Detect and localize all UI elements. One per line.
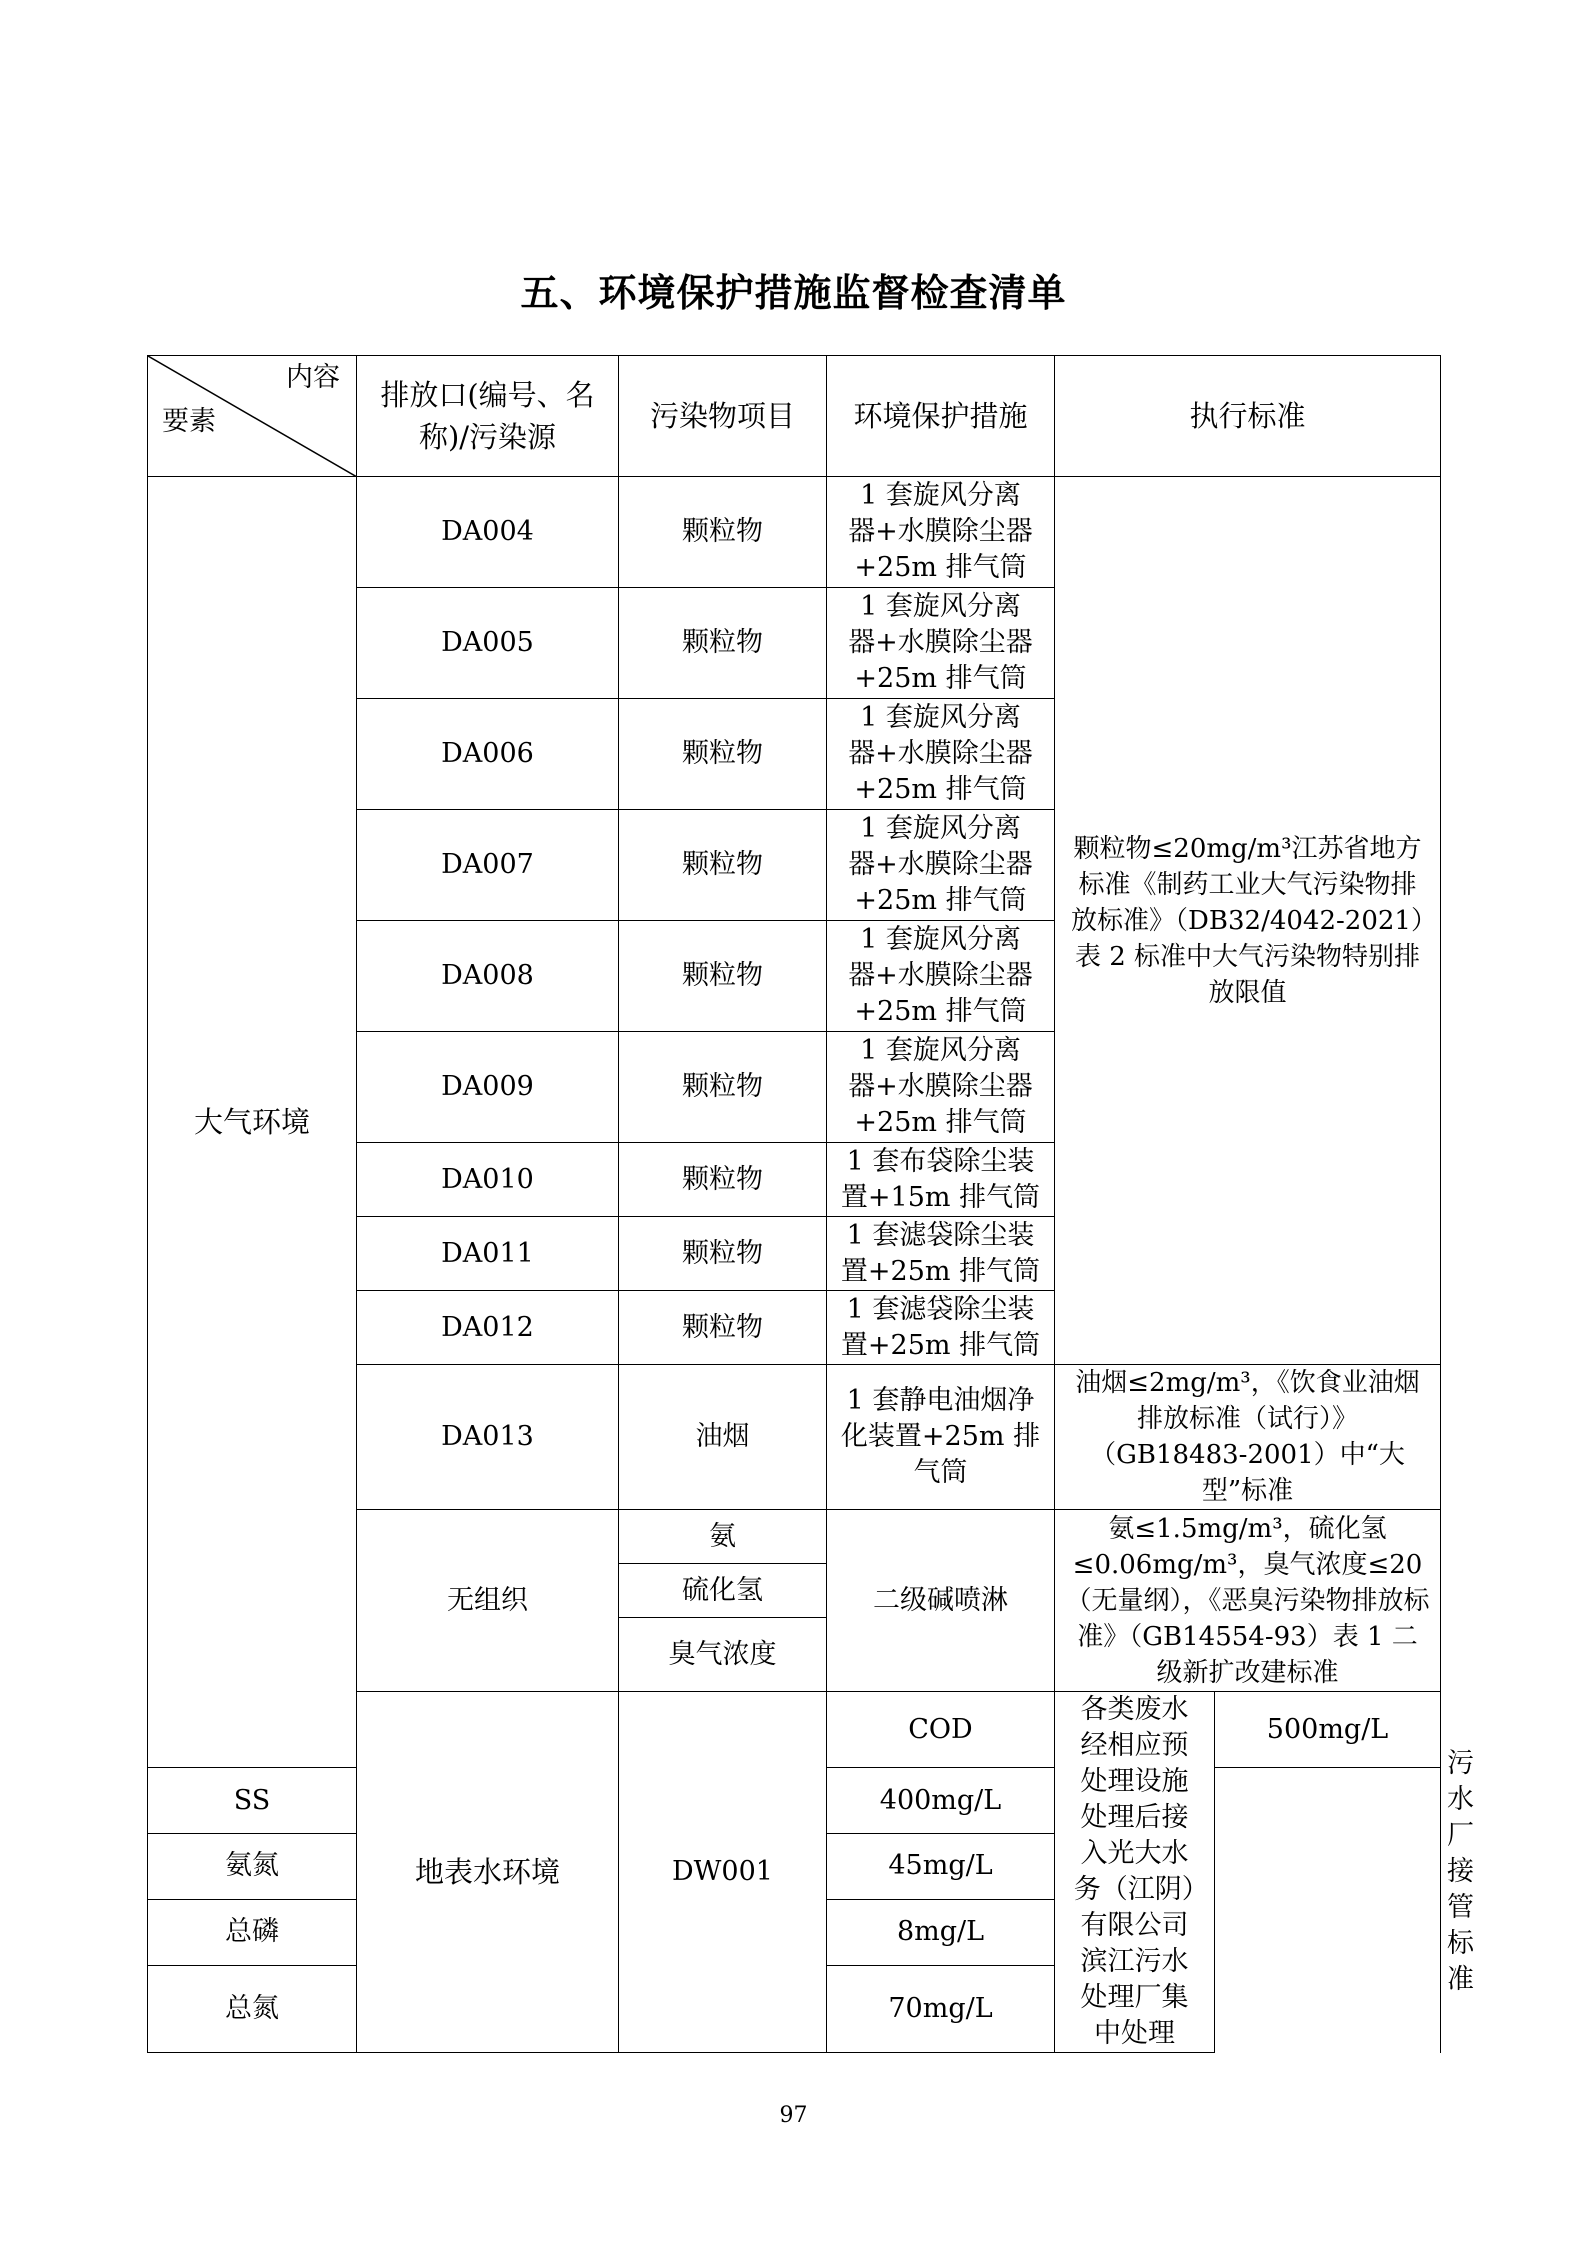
measure-cell: 1 套旋风分离器+水膜除尘器+25m 排气筒 [827, 810, 1055, 921]
pollutant-cell: 油烟 [619, 1365, 827, 1510]
table-row: 地表水环境 DW001 COD 各类废水经相应预处理设施处理后接入光大水务（江阴）有限公司滨江污水处理厂集中处理 500mg/L 污水厂接管标准 [148, 1692, 1441, 1768]
measure-cell: 1 套静电油烟净化装置+25m 排气筒 [827, 1365, 1055, 1510]
category-air: 大气环境 [148, 477, 357, 1768]
outlet-cell: 无组织 [357, 1510, 619, 1692]
header-outlet: 排放口(编号、名称)/污染源 [357, 356, 619, 477]
pollutant-cell: 颗粒物 [619, 699, 827, 810]
pollutant-cell: 颗粒物 [619, 1032, 827, 1143]
measure-cell: 1 套旋风分离器+水膜除尘器+25m 排气筒 [827, 477, 1055, 588]
outlet-cell: DA013 [357, 1365, 619, 1510]
limit-cell: 400mg/L [827, 1768, 1055, 1834]
page-number: 97 [779, 2103, 808, 2128]
measure-cell: 1 套旋风分离器+水膜除尘器+25m 排气筒 [827, 921, 1055, 1032]
corner-label-element: 要素 [162, 406, 216, 437]
measure-cell: 1 套旋风分离器+水膜除尘器+25m 排气筒 [827, 699, 1055, 810]
outlet-cell: DA007 [357, 810, 619, 921]
pollutant-cell: 氨氮 [148, 1833, 357, 1899]
pollutant-cell: 臭气浓度 [619, 1618, 827, 1692]
outlet-cell: DA006 [357, 699, 619, 810]
pollutant-cell: 硫化氢 [619, 1564, 827, 1618]
corner-header-cell [148, 356, 357, 477]
limit-cell: 45mg/L [827, 1833, 1055, 1899]
header-row [148, 356, 1441, 477]
measure-cell: 各类废水经相应预处理设施处理后接入光大水务（江阴）有限公司滨江污水处理厂集中处理 [1055, 1692, 1215, 2053]
supervision-checklist-table [147, 355, 1475, 2053]
limit-cell: 500mg/L [1215, 1692, 1441, 1768]
particulate-standard-cell: 颗粒物≤20mg/m³江苏省地方标准《制药工业大气污染物排放标准》（DB32/4042-2021）表 2 标准中大气污染物特别排放限值 [1055, 477, 1441, 1365]
pollutant-cell: COD [827, 1692, 1055, 1768]
header-pollutant: 污染物项目 [619, 356, 827, 477]
pollutant-cell: 总磷 [148, 1899, 357, 1965]
table-row [148, 477, 1441, 588]
measure-cell: 1 套旋风分离器+水膜除尘器+25m 排气筒 [827, 1032, 1055, 1143]
pollutant-cell: 颗粒物 [619, 477, 827, 588]
header-standard: 执行标准 [1055, 356, 1441, 477]
outlet-cell: DA012 [357, 1291, 619, 1365]
outlet-cell: DA004 [357, 477, 619, 588]
limit-cell: 8mg/L [827, 1899, 1055, 1965]
measure-cell: 1 套旋风分离器+水膜除尘器+25m 排气筒 [827, 588, 1055, 699]
pollutant-cell: 颗粒物 [619, 1143, 827, 1217]
outlet-cell: DA011 [357, 1217, 619, 1291]
outlet-cell: DA005 [357, 588, 619, 699]
header-measure: 环境保护措施 [827, 356, 1055, 477]
page-title: 五、环境保护措施监督检查清单 [520, 271, 1067, 315]
outlet-cell: DW001 [619, 1692, 827, 2053]
pollutant-cell: 颗粒物 [619, 810, 827, 921]
odor-standard-cell: 氨≤1.5mg/m³，硫化氢≤0.06mg/m³，臭气浓度≤20（无量纲），《恶臭污染物排放标准》（GB14554-93）表 1 二级新扩改建标准 [1055, 1510, 1441, 1692]
outlet-cell: DA009 [357, 1032, 619, 1143]
measure-cell: 1 套滤袋除尘装置+25m 排气筒 [827, 1291, 1055, 1365]
outlet-cell: DA010 [357, 1143, 619, 1217]
outlet-cell: DA008 [357, 921, 619, 1032]
measure-cell: 1 套滤袋除尘装置+25m 排气筒 [827, 1217, 1055, 1291]
pollutant-cell: SS [148, 1768, 357, 1834]
pollutant-cell: 总氮 [148, 1965, 357, 2052]
pollutant-cell: 颗粒物 [619, 588, 827, 699]
oil-fume-standard-cell: 油烟≤2mg/m³，《饮食业油烟排放标准（试行）》（GB18483-2001）中“大型”标准 [1055, 1365, 1441, 1510]
limit-cell: 70mg/L [827, 1965, 1055, 2052]
pollutant-cell: 颗粒物 [619, 1217, 827, 1291]
pollutant-cell: 颗粒物 [619, 1291, 827, 1365]
corner-label-content: 内容 [286, 362, 340, 393]
category-water: 地表水环境 [357, 1692, 619, 2053]
measure-cell: 1 套布袋除尘装置+15m 排气筒 [827, 1143, 1055, 1217]
pollutant-cell: 颗粒物 [619, 921, 827, 1032]
pollutant-cell: 氨 [619, 1510, 827, 1564]
measure-cell: 二级碱喷淋 [827, 1510, 1055, 1692]
